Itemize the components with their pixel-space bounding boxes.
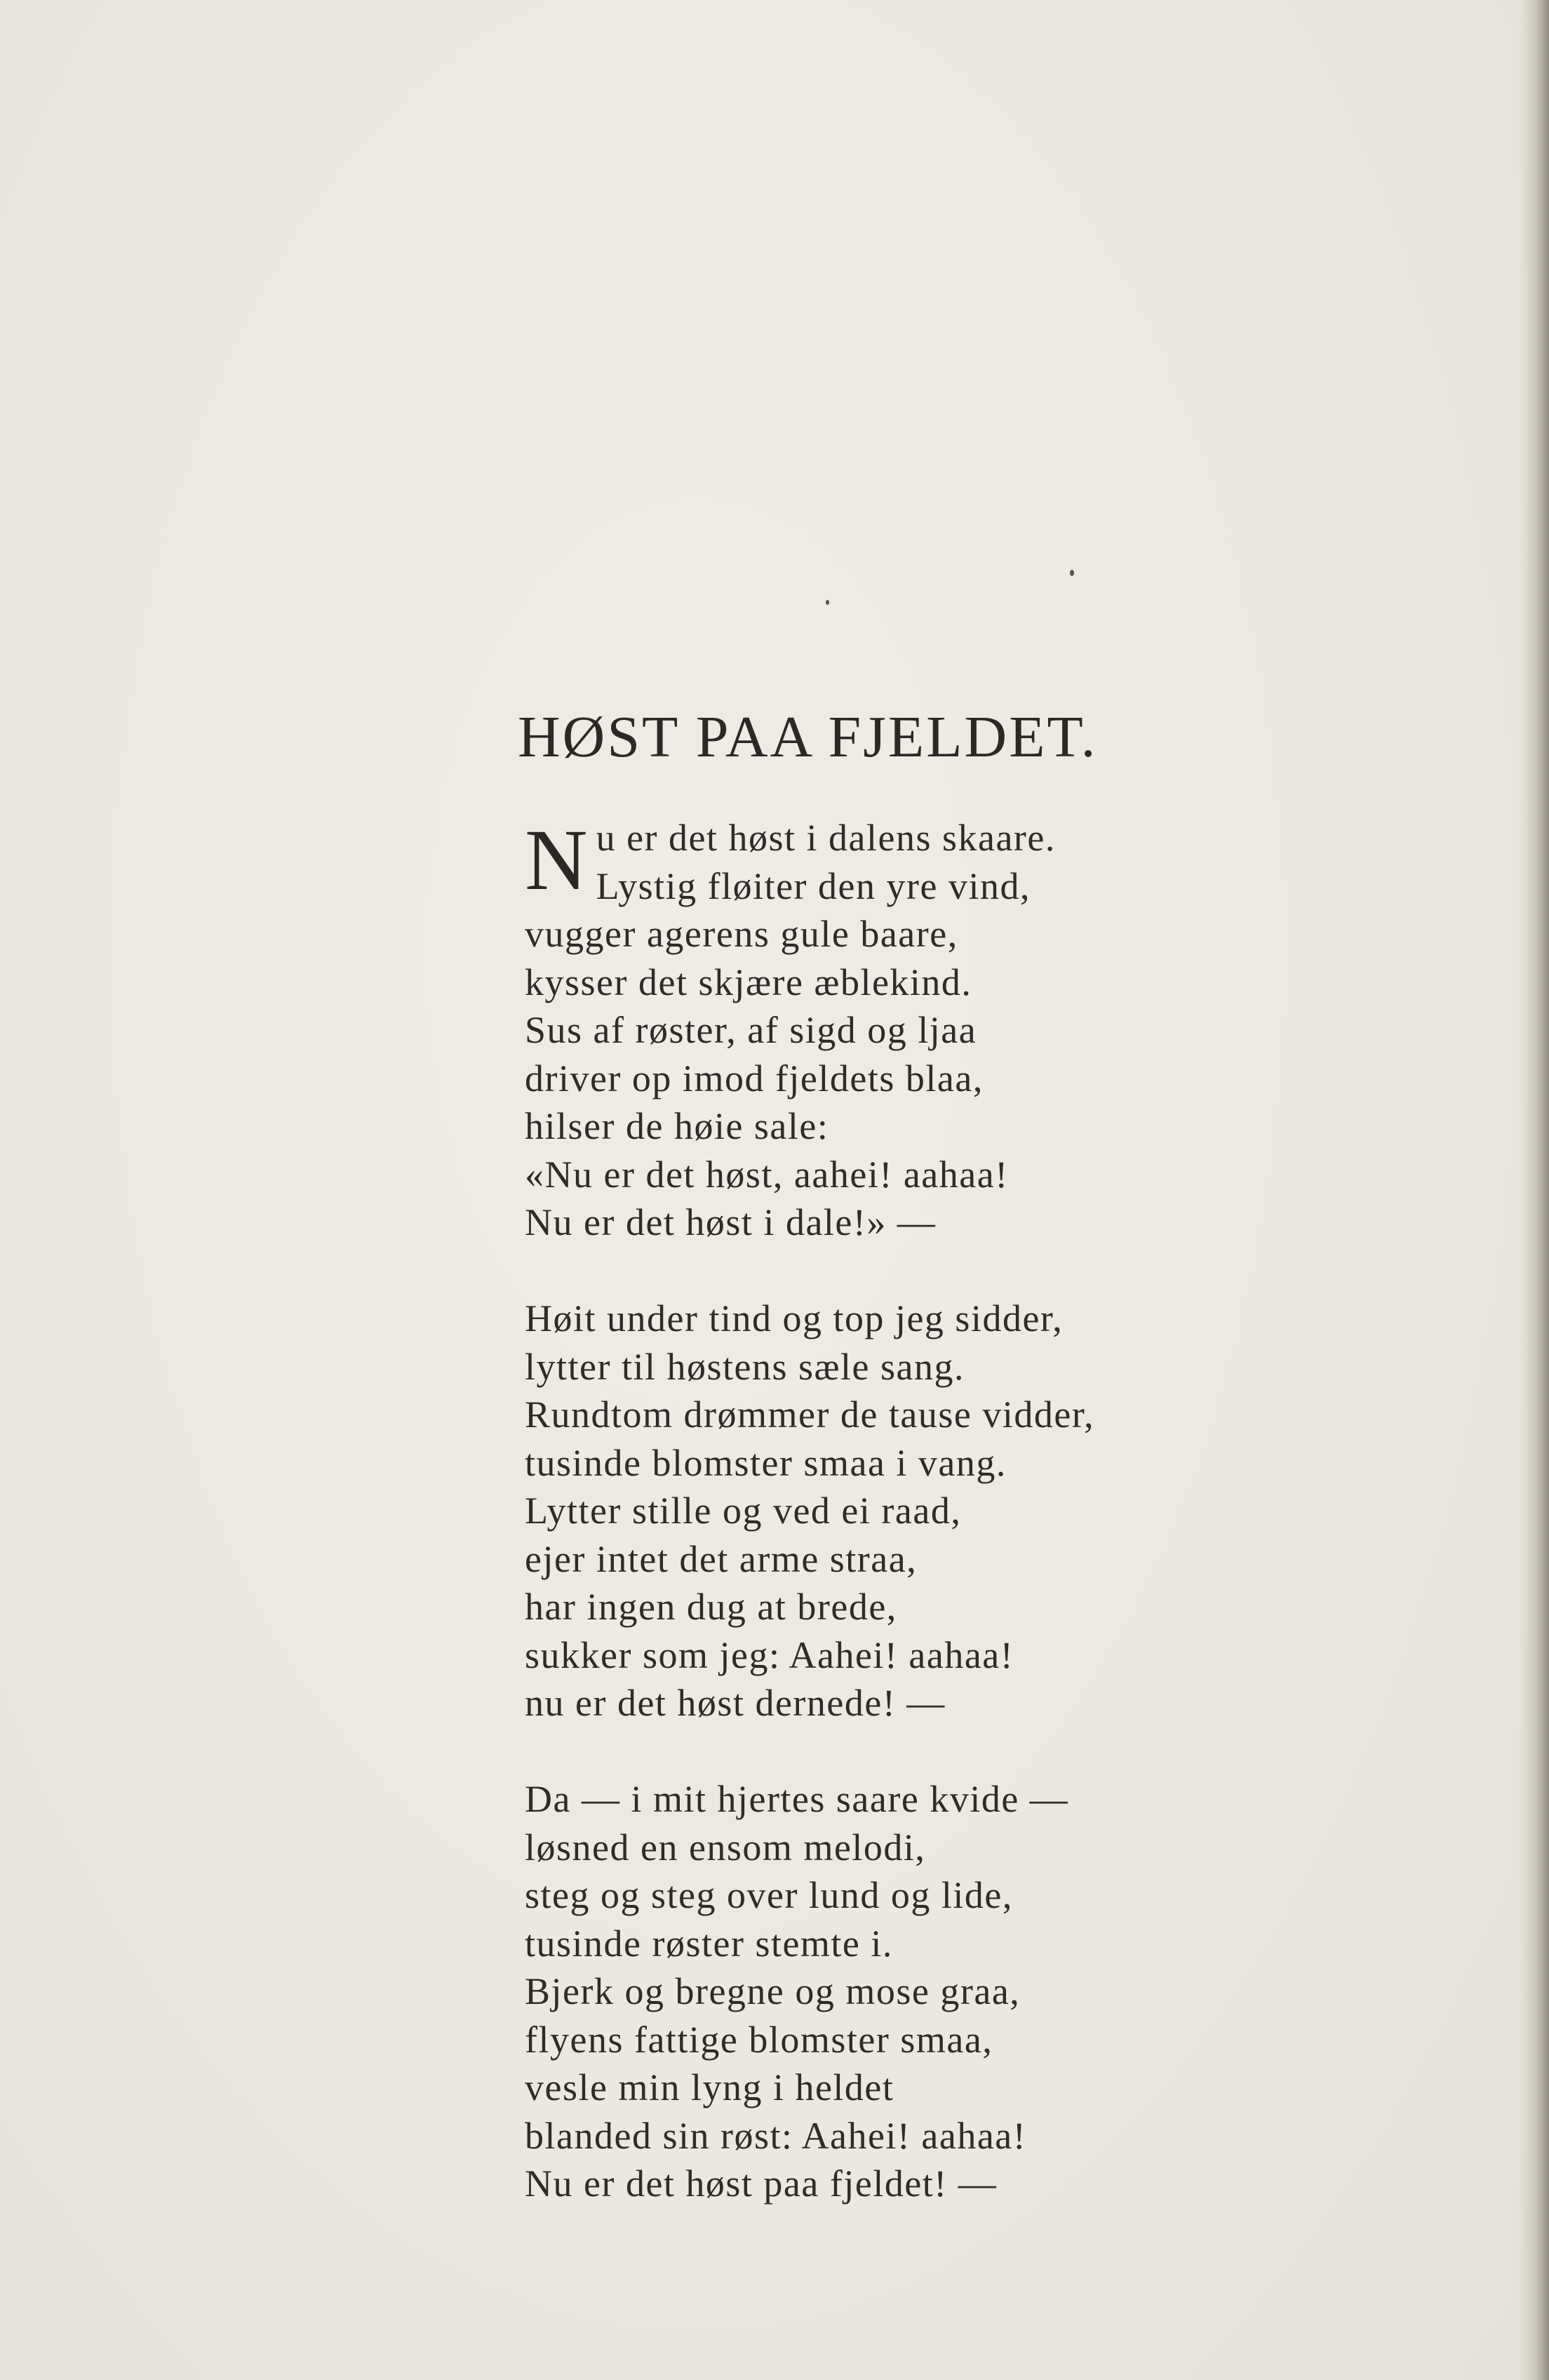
poem-line: Nu er det høst paa fjeldet! — bbox=[525, 2162, 998, 2205]
drop-cap: N bbox=[525, 812, 588, 908]
poem-line: hilser de høie sale: bbox=[525, 1105, 829, 1147]
poem-line: flyens fattige blomster smaa, bbox=[525, 2018, 993, 2061]
poem-line: Nu er det høst i dale!» — bbox=[525, 1201, 937, 1243]
poem-line: Lystig fløiter den yre vind, bbox=[596, 864, 1031, 907]
poem-line: Rundtom drømmer de tause vidder, bbox=[525, 1393, 1095, 1436]
poem-line: ejer intet det arme straa, bbox=[525, 1537, 918, 1580]
poem-line: har ingen dug at brede, bbox=[525, 1586, 897, 1628]
stanza-3 bbox=[525, 1775, 1296, 2208]
poem-line: vugger agerens gule baare, bbox=[525, 913, 958, 955]
poem-line: Sus af røster, af sigd og ljaa bbox=[525, 1009, 977, 1051]
poem-line: Høit under tind og top jeg sidder, bbox=[525, 1297, 1064, 1339]
poem-line: tusinde blomster smaa i vang. bbox=[525, 1441, 1007, 1484]
poem-line: Lytter stille og ved ei raad, bbox=[525, 1490, 962, 1532]
book-spine bbox=[1528, 0, 1549, 2380]
poem-line: Da — i mit hjertes saare kvide — bbox=[525, 1778, 1069, 1820]
poem-line: kysser det skjære æblekind. bbox=[525, 961, 972, 1003]
poem-line: blanded sin røst: Aahei! aahaa! bbox=[525, 2114, 1027, 2157]
poem-line: «Nu er det høst, aahei! aahaa! bbox=[525, 1153, 1009, 1196]
poem-title: HØST PAA FJELDET. bbox=[518, 704, 1098, 770]
poem-line: Bjerk og bregne og mose graa, bbox=[525, 1970, 1021, 2012]
poem-line: løsned en ensom melodi, bbox=[525, 1826, 926, 1868]
stanza-1 bbox=[525, 814, 1296, 1247]
poem-line: tusinde røster stemte i. bbox=[525, 1922, 893, 1965]
page-gutter-shadow bbox=[1518, 0, 1528, 2380]
poem-line: sukker som jeg: Aahei! aahaa! bbox=[525, 1633, 1014, 1676]
poem-body bbox=[525, 814, 1296, 2256]
stanza-2 bbox=[525, 1295, 1296, 1727]
paper-speck bbox=[826, 600, 829, 605]
poem-line: driver op imod fjeldets blaa, bbox=[525, 1057, 984, 1099]
poem-line: vesle min lyng i heldet bbox=[525, 2066, 894, 2108]
paper-speck bbox=[1070, 570, 1074, 576]
poem-line: steg og steg over lund og lide, bbox=[525, 1874, 1013, 1916]
poem-line: nu er det høst dernede! — bbox=[525, 1682, 946, 1724]
poem-line: u er det høst i dalens skaare. bbox=[596, 817, 1056, 859]
poem-line: lytter til høstens sæle sang. bbox=[525, 1345, 965, 1388]
